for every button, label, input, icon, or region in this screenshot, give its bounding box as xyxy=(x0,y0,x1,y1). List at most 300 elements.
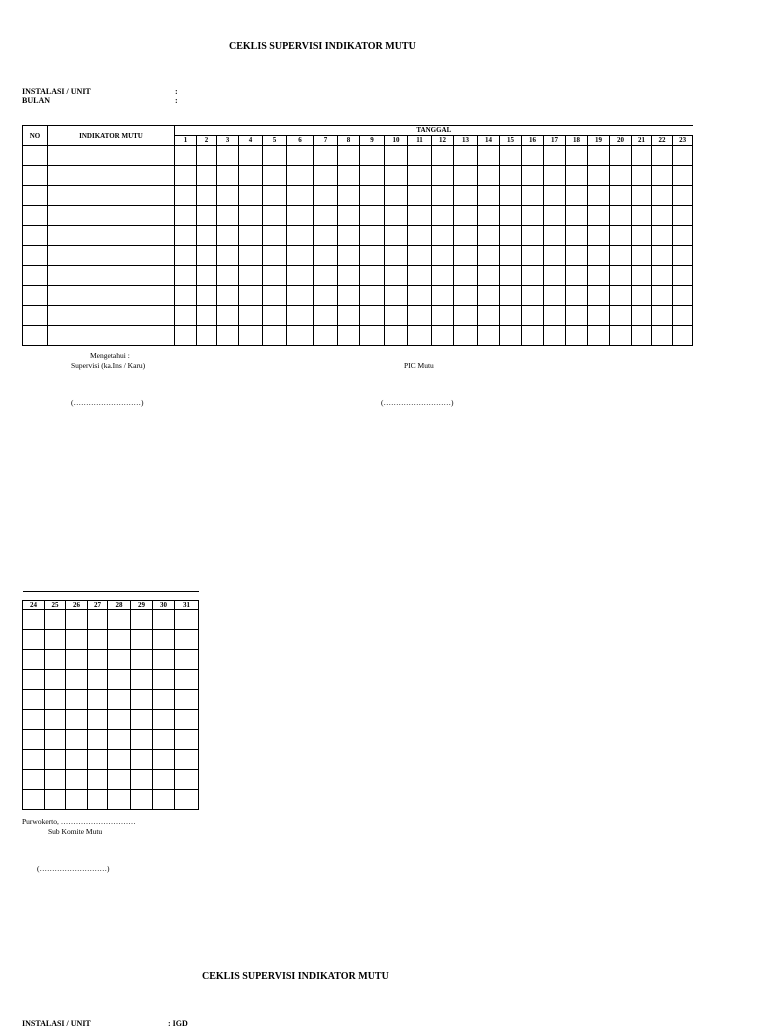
table1-cell[interactable] xyxy=(48,206,175,226)
table1-cell[interactable] xyxy=(314,206,338,226)
table1-cell[interactable] xyxy=(175,166,197,186)
table1-cell[interactable] xyxy=(314,326,338,346)
table2-cell[interactable] xyxy=(66,630,88,650)
table1-cell[interactable] xyxy=(360,246,385,266)
table1-cell[interactable] xyxy=(239,306,263,326)
table2-cell[interactable] xyxy=(153,730,175,750)
table1-cell[interactable] xyxy=(263,286,287,306)
table1-cell[interactable] xyxy=(522,226,544,246)
table1-cell[interactable] xyxy=(522,246,544,266)
table2-cell[interactable] xyxy=(23,610,45,630)
table2-cell[interactable] xyxy=(88,650,108,670)
table1-cell[interactable] xyxy=(432,186,454,206)
table1-cell[interactable] xyxy=(385,286,408,306)
table1-cell[interactable] xyxy=(197,226,217,246)
table1-cell[interactable] xyxy=(23,206,48,226)
table1-cell[interactable] xyxy=(522,286,544,306)
table2-cell[interactable] xyxy=(88,710,108,730)
table1-cell[interactable] xyxy=(566,146,588,166)
table1-cell[interactable] xyxy=(432,266,454,286)
table1-cell[interactable] xyxy=(385,326,408,346)
table1-cell[interactable] xyxy=(652,306,673,326)
table1-cell[interactable] xyxy=(632,146,652,166)
table1-cell[interactable] xyxy=(566,266,588,286)
table1-cell[interactable] xyxy=(478,146,500,166)
table1-cell[interactable] xyxy=(432,226,454,246)
table1-cell[interactable] xyxy=(432,206,454,226)
table1-cell[interactable] xyxy=(544,146,566,166)
table1-cell[interactable] xyxy=(217,306,239,326)
table1-cell[interactable] xyxy=(197,286,217,306)
table1-cell[interactable] xyxy=(566,206,588,226)
table1-cell[interactable] xyxy=(385,206,408,226)
table1-cell[interactable] xyxy=(338,226,360,246)
table2-cell[interactable] xyxy=(108,650,131,670)
table2-cell[interactable] xyxy=(45,670,66,690)
table2-cell[interactable] xyxy=(45,730,66,750)
table2-cell[interactable] xyxy=(153,790,175,810)
table2-cell[interactable] xyxy=(131,790,153,810)
table1-cell[interactable] xyxy=(239,146,263,166)
table1-cell[interactable] xyxy=(454,306,478,326)
table1-cell[interactable] xyxy=(263,306,287,326)
table2-cell[interactable] xyxy=(108,610,131,630)
table1-cell[interactable] xyxy=(385,186,408,206)
table1-cell[interactable] xyxy=(566,306,588,326)
table1-cell[interactable] xyxy=(544,286,566,306)
table1-cell[interactable] xyxy=(610,226,632,246)
table1-cell[interactable] xyxy=(478,306,500,326)
table1-cell[interactable] xyxy=(544,306,566,326)
table1-cell[interactable] xyxy=(263,166,287,186)
table1-cell[interactable] xyxy=(360,206,385,226)
table1-cell[interactable] xyxy=(454,186,478,206)
table1-cell[interactable] xyxy=(263,206,287,226)
table1-cell[interactable] xyxy=(566,186,588,206)
table1-cell[interactable] xyxy=(175,266,197,286)
table2-cell[interactable] xyxy=(66,650,88,670)
table1-cell[interactable] xyxy=(338,286,360,306)
table1-cell[interactable] xyxy=(652,186,673,206)
table2-cell[interactable] xyxy=(131,730,153,750)
table1-cell[interactable] xyxy=(360,186,385,206)
table1-cell[interactable] xyxy=(566,286,588,306)
table2-cell[interactable] xyxy=(131,710,153,730)
table1-cell[interactable] xyxy=(632,326,652,346)
table1-cell[interactable] xyxy=(263,146,287,166)
table2-cell[interactable] xyxy=(175,670,199,690)
table1-cell[interactable] xyxy=(23,286,48,306)
table1-cell[interactable] xyxy=(175,226,197,246)
table2-cell[interactable] xyxy=(66,790,88,810)
table1-cell[interactable] xyxy=(478,206,500,226)
table1-cell[interactable] xyxy=(385,226,408,246)
table1-cell[interactable] xyxy=(432,146,454,166)
table1-cell[interactable] xyxy=(314,166,338,186)
table1-cell[interactable] xyxy=(522,166,544,186)
table1-cell[interactable] xyxy=(454,326,478,346)
table1-cell[interactable] xyxy=(432,306,454,326)
table1-cell[interactable] xyxy=(338,246,360,266)
table1-cell[interactable] xyxy=(522,206,544,226)
table1-cell[interactable] xyxy=(314,186,338,206)
table2-cell[interactable] xyxy=(88,750,108,770)
table1-cell[interactable] xyxy=(454,266,478,286)
table2-cell[interactable] xyxy=(45,650,66,670)
table1-cell[interactable] xyxy=(454,166,478,186)
table1-cell[interactable] xyxy=(314,286,338,306)
table1-cell[interactable] xyxy=(544,246,566,266)
table1-cell[interactable] xyxy=(360,146,385,166)
table1-cell[interactable] xyxy=(500,206,522,226)
table1-cell[interactable] xyxy=(175,146,197,166)
table2-cell[interactable] xyxy=(23,630,45,650)
table2-cell[interactable] xyxy=(88,730,108,750)
table2-cell[interactable] xyxy=(175,650,199,670)
table1-cell[interactable] xyxy=(360,166,385,186)
table1-cell[interactable] xyxy=(263,186,287,206)
table1-cell[interactable] xyxy=(48,246,175,266)
table2-cell[interactable] xyxy=(153,770,175,790)
table1-cell[interactable] xyxy=(263,246,287,266)
table2-cell[interactable] xyxy=(45,690,66,710)
table1-cell[interactable] xyxy=(588,226,610,246)
table2-cell[interactable] xyxy=(66,770,88,790)
table1-cell[interactable] xyxy=(338,186,360,206)
table1-cell[interactable] xyxy=(478,166,500,186)
table1-cell[interactable] xyxy=(566,226,588,246)
table1-cell[interactable] xyxy=(408,246,432,266)
table1-cell[interactable] xyxy=(673,286,693,306)
table2-cell[interactable] xyxy=(131,770,153,790)
table1-cell[interactable] xyxy=(287,286,314,306)
table2-cell[interactable] xyxy=(45,770,66,790)
table2-cell[interactable] xyxy=(108,630,131,650)
table1-cell[interactable] xyxy=(217,326,239,346)
table1-cell[interactable] xyxy=(652,246,673,266)
table1-cell[interactable] xyxy=(48,266,175,286)
table2-cell[interactable] xyxy=(66,750,88,770)
table2-cell[interactable] xyxy=(66,670,88,690)
table1-cell[interactable] xyxy=(314,246,338,266)
table1-cell[interactable] xyxy=(385,266,408,286)
table2-cell[interactable] xyxy=(175,730,199,750)
table1-cell[interactable] xyxy=(544,206,566,226)
table1-cell[interactable] xyxy=(454,286,478,306)
table1-cell[interactable] xyxy=(544,266,566,286)
table2-cell[interactable] xyxy=(175,630,199,650)
table2-cell[interactable] xyxy=(153,650,175,670)
table1-cell[interactable] xyxy=(408,146,432,166)
table1-cell[interactable] xyxy=(197,266,217,286)
table1-cell[interactable] xyxy=(338,146,360,166)
table1-cell[interactable] xyxy=(287,206,314,226)
table2-cell[interactable] xyxy=(153,690,175,710)
table1-cell[interactable] xyxy=(217,186,239,206)
table1-cell[interactable] xyxy=(632,186,652,206)
table1-cell[interactable] xyxy=(544,326,566,346)
table1-cell[interactable] xyxy=(588,306,610,326)
table1-cell[interactable] xyxy=(522,146,544,166)
table1-cell[interactable] xyxy=(175,286,197,306)
table2-cell[interactable] xyxy=(23,770,45,790)
table2-cell[interactable] xyxy=(45,610,66,630)
table1-cell[interactable] xyxy=(287,186,314,206)
table1-cell[interactable] xyxy=(432,326,454,346)
table1-cell[interactable] xyxy=(239,286,263,306)
table1-cell[interactable] xyxy=(544,226,566,246)
table1-cell[interactable] xyxy=(478,286,500,306)
table1-cell[interactable] xyxy=(652,266,673,286)
table2-cell[interactable] xyxy=(66,730,88,750)
table1-cell[interactable] xyxy=(23,226,48,246)
table1-cell[interactable] xyxy=(500,186,522,206)
table1-cell[interactable] xyxy=(408,226,432,246)
table1-cell[interactable] xyxy=(522,326,544,346)
table1-cell[interactable] xyxy=(588,326,610,346)
table1-cell[interactable] xyxy=(588,246,610,266)
table1-cell[interactable] xyxy=(175,306,197,326)
table1-cell[interactable] xyxy=(287,226,314,246)
table1-cell[interactable] xyxy=(23,306,48,326)
table1-cell[interactable] xyxy=(287,266,314,286)
table1-cell[interactable] xyxy=(239,246,263,266)
table1-cell[interactable] xyxy=(408,166,432,186)
table1-cell[interactable] xyxy=(23,246,48,266)
table1-cell[interactable] xyxy=(566,326,588,346)
table1-cell[interactable] xyxy=(632,266,652,286)
table2-cell[interactable] xyxy=(66,610,88,630)
table1-cell[interactable] xyxy=(338,306,360,326)
table1-cell[interactable] xyxy=(500,286,522,306)
table1-cell[interactable] xyxy=(23,166,48,186)
table1-cell[interactable] xyxy=(385,166,408,186)
table2-cell[interactable] xyxy=(88,690,108,710)
table1-cell[interactable] xyxy=(314,306,338,326)
table1-cell[interactable] xyxy=(500,166,522,186)
table2-cell[interactable] xyxy=(131,650,153,670)
table1-cell[interactable] xyxy=(610,326,632,346)
table1-cell[interactable] xyxy=(23,146,48,166)
table1-cell[interactable] xyxy=(360,226,385,246)
table1-cell[interactable] xyxy=(632,166,652,186)
table1-cell[interactable] xyxy=(217,146,239,166)
table2-cell[interactable] xyxy=(23,790,45,810)
table1-cell[interactable] xyxy=(673,146,693,166)
table1-cell[interactable] xyxy=(263,266,287,286)
table2-cell[interactable] xyxy=(45,750,66,770)
table1-cell[interactable] xyxy=(652,326,673,346)
table1-cell[interactable] xyxy=(454,146,478,166)
table1-cell[interactable] xyxy=(652,286,673,306)
table1-cell[interactable] xyxy=(217,286,239,306)
table1-cell[interactable] xyxy=(48,186,175,206)
table2-cell[interactable] xyxy=(23,710,45,730)
table2-cell[interactable] xyxy=(66,710,88,730)
table1-cell[interactable] xyxy=(673,206,693,226)
table1-cell[interactable] xyxy=(566,166,588,186)
table1-cell[interactable] xyxy=(408,206,432,226)
table1-cell[interactable] xyxy=(408,266,432,286)
table1-cell[interactable] xyxy=(217,206,239,226)
table1-cell[interactable] xyxy=(48,306,175,326)
table1-cell[interactable] xyxy=(385,146,408,166)
table1-cell[interactable] xyxy=(478,246,500,266)
table1-cell[interactable] xyxy=(432,246,454,266)
table2-cell[interactable] xyxy=(175,690,199,710)
table1-cell[interactable] xyxy=(239,226,263,246)
table2-cell[interactable] xyxy=(108,730,131,750)
table1-cell[interactable] xyxy=(500,306,522,326)
table1-cell[interactable] xyxy=(239,266,263,286)
table1-cell[interactable] xyxy=(610,186,632,206)
table1-cell[interactable] xyxy=(610,206,632,226)
table1-cell[interactable] xyxy=(478,186,500,206)
table2-cell[interactable] xyxy=(175,610,199,630)
table1-cell[interactable] xyxy=(432,286,454,306)
table1-cell[interactable] xyxy=(175,326,197,346)
table2-cell[interactable] xyxy=(108,790,131,810)
table1-cell[interactable] xyxy=(500,146,522,166)
table1-cell[interactable] xyxy=(360,306,385,326)
table1-cell[interactable] xyxy=(263,326,287,346)
table1-cell[interactable] xyxy=(673,186,693,206)
table1-cell[interactable] xyxy=(175,206,197,226)
table1-cell[interactable] xyxy=(23,266,48,286)
table1-cell[interactable] xyxy=(588,166,610,186)
table2-cell[interactable] xyxy=(131,630,153,650)
table1-cell[interactable] xyxy=(338,166,360,186)
table1-cell[interactable] xyxy=(673,226,693,246)
table1-cell[interactable] xyxy=(478,226,500,246)
table2-cell[interactable] xyxy=(131,610,153,630)
table1-cell[interactable] xyxy=(217,226,239,246)
table1-cell[interactable] xyxy=(632,246,652,266)
table1-cell[interactable] xyxy=(632,286,652,306)
table1-cell[interactable] xyxy=(478,326,500,346)
table1-cell[interactable] xyxy=(217,166,239,186)
table1-cell[interactable] xyxy=(314,146,338,166)
table2-cell[interactable] xyxy=(131,670,153,690)
table2-cell[interactable] xyxy=(45,790,66,810)
table1-cell[interactable] xyxy=(175,246,197,266)
table1-cell[interactable] xyxy=(588,266,610,286)
table1-cell[interactable] xyxy=(48,166,175,186)
table1-cell[interactable] xyxy=(239,326,263,346)
table1-cell[interactable] xyxy=(239,166,263,186)
table1-cell[interactable] xyxy=(588,286,610,306)
table1-cell[interactable] xyxy=(673,166,693,186)
table1-cell[interactable] xyxy=(522,266,544,286)
table1-cell[interactable] xyxy=(566,246,588,266)
table2-cell[interactable] xyxy=(131,690,153,710)
table1-cell[interactable] xyxy=(408,326,432,346)
table1-cell[interactable] xyxy=(673,246,693,266)
table1-cell[interactable] xyxy=(287,146,314,166)
table1-cell[interactable] xyxy=(314,226,338,246)
table2-cell[interactable] xyxy=(108,710,131,730)
table1-cell[interactable] xyxy=(652,166,673,186)
table2-cell[interactable] xyxy=(88,630,108,650)
table1-cell[interactable] xyxy=(263,226,287,246)
table2-cell[interactable] xyxy=(153,750,175,770)
table1-cell[interactable] xyxy=(197,246,217,266)
table1-cell[interactable] xyxy=(23,186,48,206)
table2-cell[interactable] xyxy=(66,690,88,710)
table1-cell[interactable] xyxy=(610,146,632,166)
table1-cell[interactable] xyxy=(673,306,693,326)
table1-cell[interactable] xyxy=(360,326,385,346)
table1-cell[interactable] xyxy=(217,246,239,266)
table2-cell[interactable] xyxy=(88,790,108,810)
table1-cell[interactable] xyxy=(48,326,175,346)
table1-cell[interactable] xyxy=(610,166,632,186)
table1-cell[interactable] xyxy=(48,286,175,306)
table2-cell[interactable] xyxy=(88,670,108,690)
table1-cell[interactable] xyxy=(588,206,610,226)
table1-cell[interactable] xyxy=(454,246,478,266)
table1-cell[interactable] xyxy=(338,206,360,226)
table1-cell[interactable] xyxy=(652,146,673,166)
table2-cell[interactable] xyxy=(175,710,199,730)
table1-cell[interactable] xyxy=(239,206,263,226)
table2-cell[interactable] xyxy=(153,670,175,690)
table1-cell[interactable] xyxy=(500,266,522,286)
table2-cell[interactable] xyxy=(23,670,45,690)
table2-cell[interactable] xyxy=(153,710,175,730)
table2-cell[interactable] xyxy=(45,710,66,730)
table1-cell[interactable] xyxy=(408,186,432,206)
table1-cell[interactable] xyxy=(360,286,385,306)
table1-cell[interactable] xyxy=(632,306,652,326)
table1-cell[interactable] xyxy=(408,286,432,306)
table2-cell[interactable] xyxy=(108,690,131,710)
table1-cell[interactable] xyxy=(432,166,454,186)
table1-cell[interactable] xyxy=(544,186,566,206)
table1-cell[interactable] xyxy=(314,266,338,286)
table1-cell[interactable] xyxy=(544,166,566,186)
table2-cell[interactable] xyxy=(108,750,131,770)
table1-cell[interactable] xyxy=(632,206,652,226)
table1-cell[interactable] xyxy=(610,246,632,266)
table2-cell[interactable] xyxy=(153,630,175,650)
table2-cell[interactable] xyxy=(88,610,108,630)
table2-cell[interactable] xyxy=(175,750,199,770)
table2-cell[interactable] xyxy=(108,770,131,790)
table1-cell[interactable] xyxy=(217,266,239,286)
table1-cell[interactable] xyxy=(239,186,263,206)
table1-cell[interactable] xyxy=(287,166,314,186)
table1-cell[interactable] xyxy=(478,266,500,286)
table2-cell[interactable] xyxy=(153,610,175,630)
table1-cell[interactable] xyxy=(48,146,175,166)
table1-cell[interactable] xyxy=(23,326,48,346)
table2-cell[interactable] xyxy=(23,690,45,710)
table2-cell[interactable] xyxy=(45,630,66,650)
table1-cell[interactable] xyxy=(175,186,197,206)
table2-cell[interactable] xyxy=(88,770,108,790)
table1-cell[interactable] xyxy=(197,206,217,226)
table1-cell[interactable] xyxy=(197,306,217,326)
table1-cell[interactable] xyxy=(48,226,175,246)
table1-cell[interactable] xyxy=(454,226,478,246)
table1-cell[interactable] xyxy=(632,226,652,246)
table2-cell[interactable] xyxy=(23,650,45,670)
table2-cell[interactable] xyxy=(175,790,199,810)
table1-cell[interactable] xyxy=(197,146,217,166)
table1-cell[interactable] xyxy=(500,246,522,266)
table1-cell[interactable] xyxy=(287,246,314,266)
